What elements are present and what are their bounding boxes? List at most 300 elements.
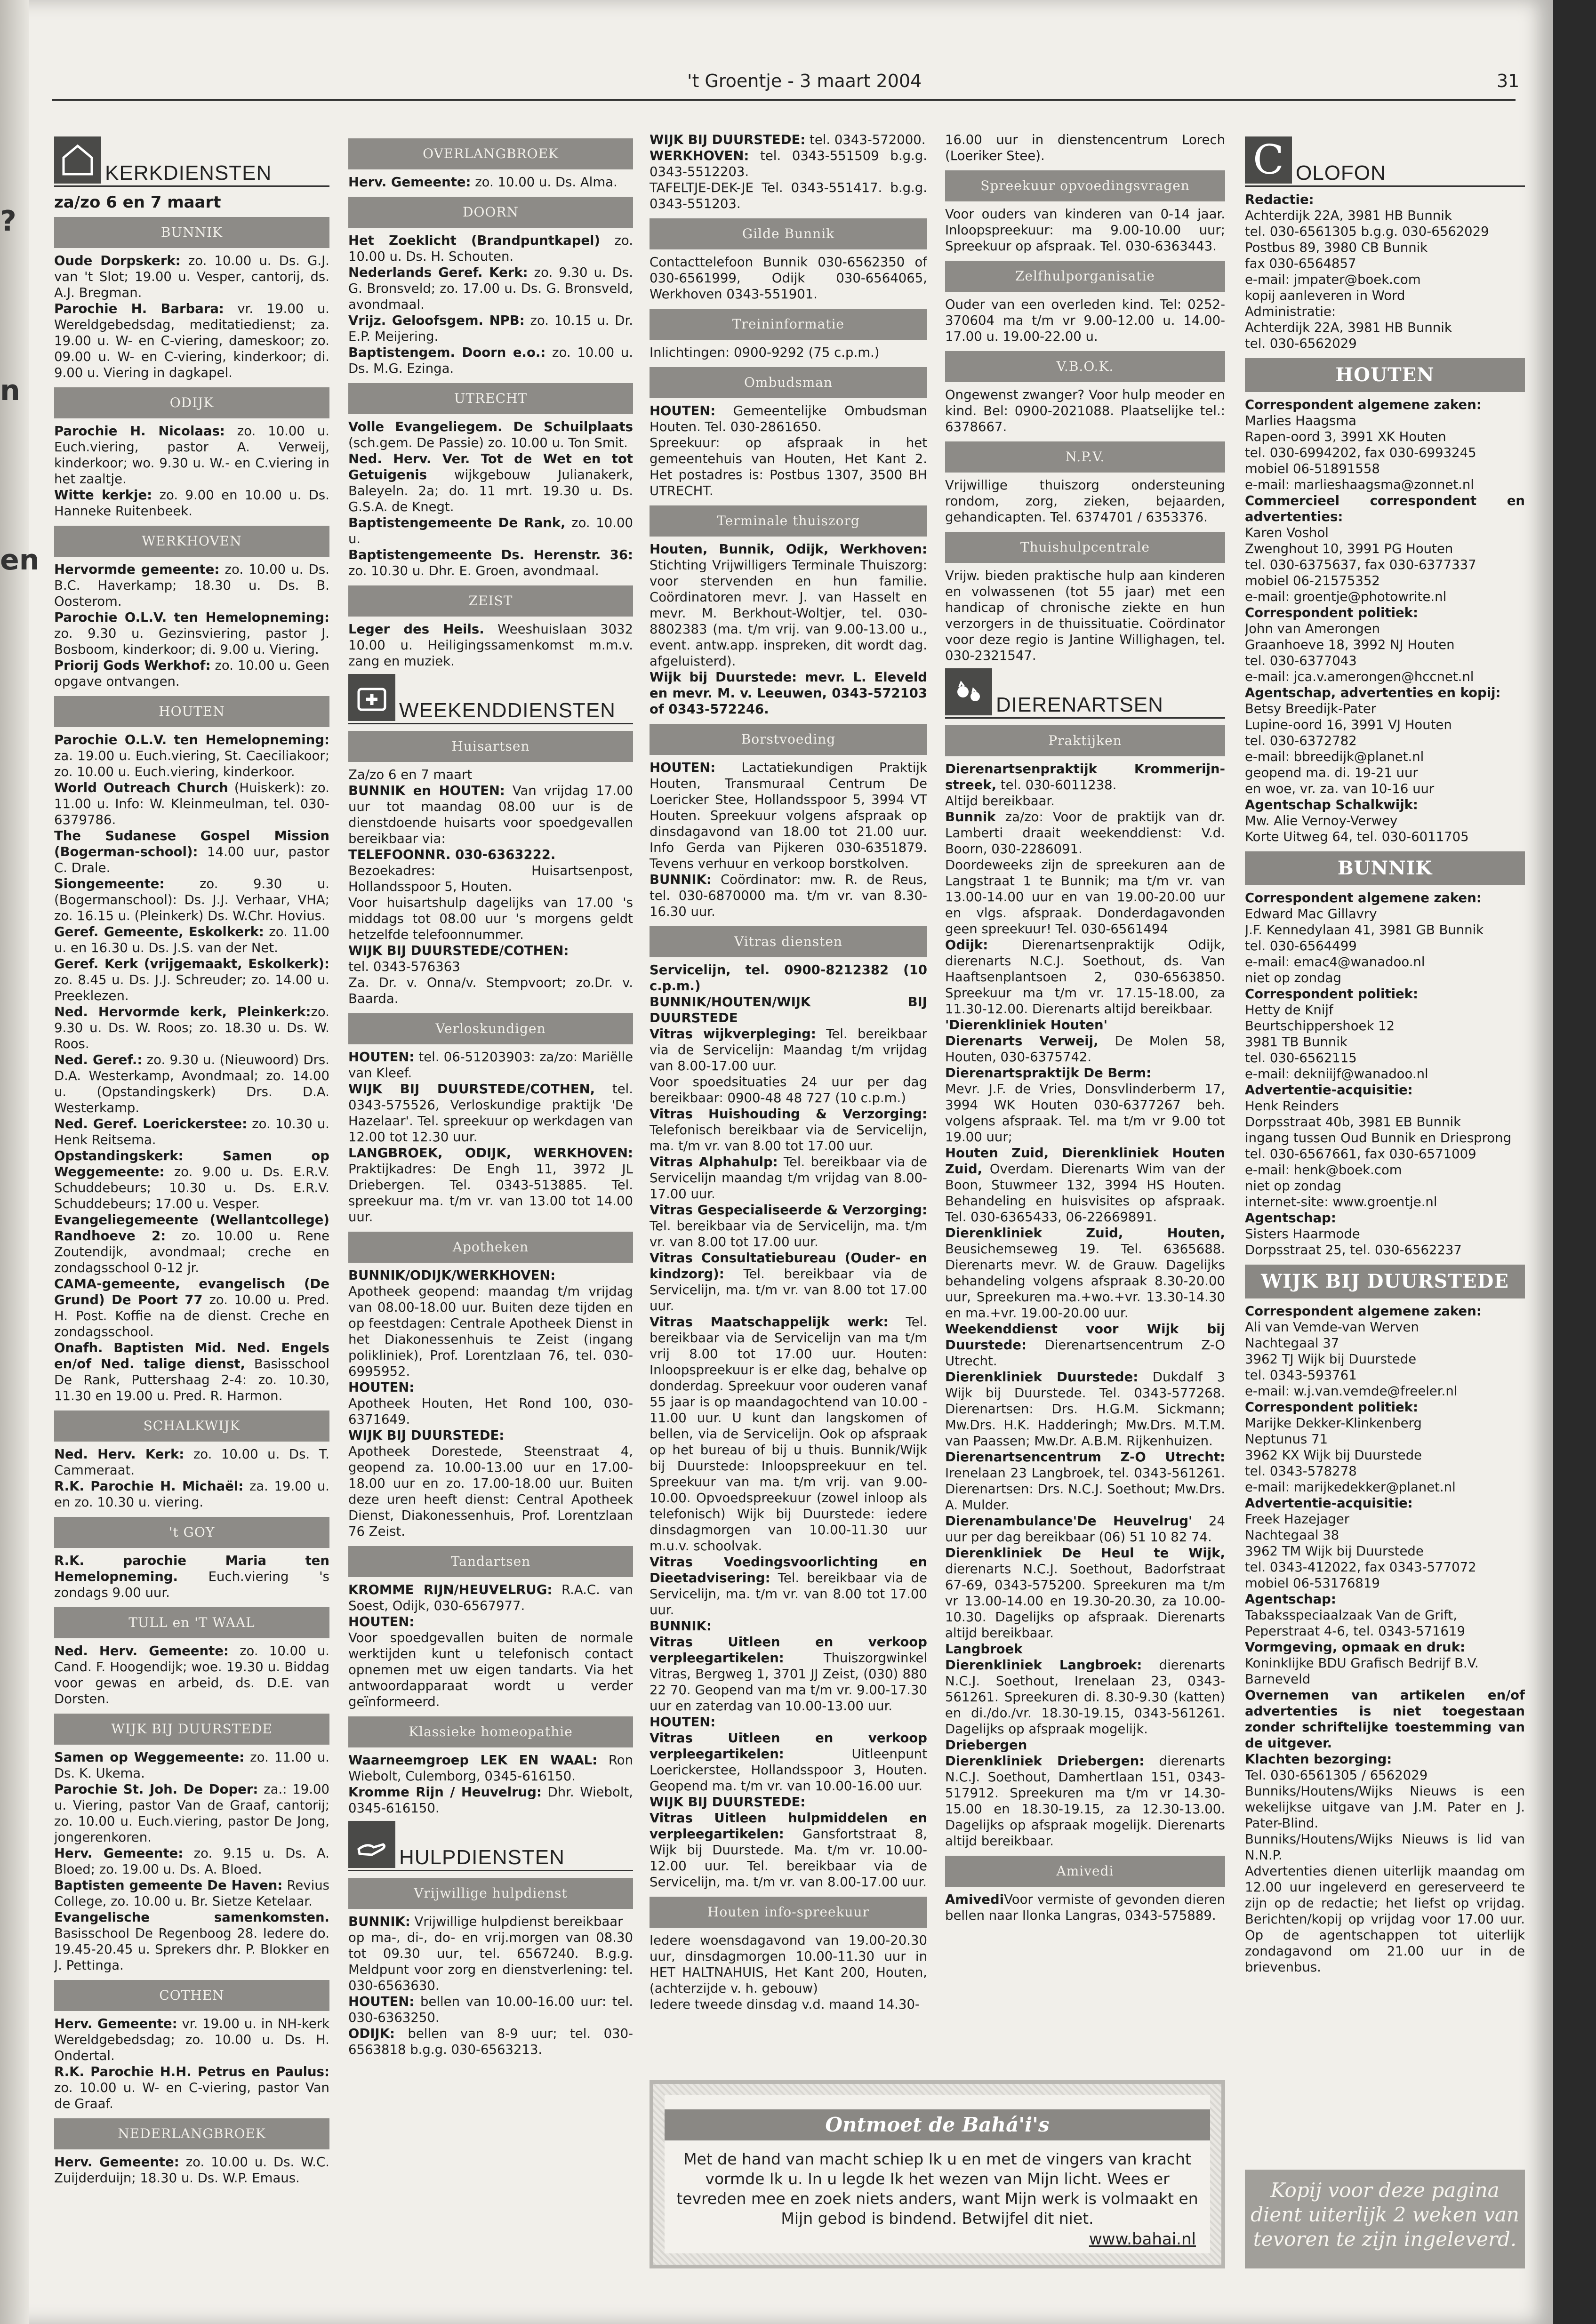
listing-entry <box>348 783 633 847</box>
listing-entry <box>348 264 633 313</box>
section-bar: Vrijwillige hulpdienst <box>348 1878 633 1909</box>
colofon-letter: C <box>1253 136 1284 184</box>
listing-entry-text: Gemeentelijke Ombudsman Houten. Tel. 030-2861650. <box>650 403 927 434</box>
listing-entry-heading: Parochie H. Barbara: <box>54 301 224 316</box>
listing-entry-heading: Parochie H. Nicolaas: <box>54 424 225 439</box>
listing-entry-text: Bunniks/Houtens/Wijks Nieuws is lid van N.N.P. <box>1245 1832 1525 1863</box>
section-bar: TULL en 'T WAAL <box>54 1607 329 1638</box>
listing-entry <box>650 1554 927 1618</box>
listing-entry-text: TAFELTJE-DEK-JE Tel. 0343-551417. b.g.g. 0343-551203. <box>650 180 927 211</box>
listing-entry-text: Tel. bereikbaar via de Servicelijn: Maandag t/m vrijdag van 8.00-17.00 uur. <box>650 1026 927 1074</box>
listing-entry <box>54 1212 329 1276</box>
kerkdiensten-groups <box>54 217 329 2186</box>
listing-entry-text: Voor spoedgevallen buiten de normale werktijden kunt u telefonisch contact opnemen met uw eigen tandarts. Via het antwoordapparaat wordt u verder geïnformeerd. <box>348 1630 633 1709</box>
listing-entry <box>1245 208 1525 224</box>
listing-entry <box>650 669 927 717</box>
section-bar: Houten info-spreekuur <box>650 1897 927 1928</box>
column-assistance <box>650 132 927 2052</box>
listing-entry-text: zo. 8.45 u. Ds. J.J. Schreuder; zo. 14.00 u. Preeklezen. <box>54 972 329 1003</box>
listing-entry <box>1245 1639 1525 1655</box>
section-bar: N.P.V. <box>945 441 1225 473</box>
listing-entry-text: Vrijwillige thuiszorg ondersteuning rondom, zorg, zieken, bejaarden, gehandicapten. Tel. 6374701 / 6353376. <box>945 478 1225 525</box>
listing-entry-text: 3981 TB Bunnik <box>1245 1034 1347 1050</box>
listing-entry-text: op ma-, di-, do- en vrij.morgen van 08.30 tot 09.30 uur, tel. 6567240. B.g.g. Meldpunt voor zorg en dienstverlening: tel. 030-6563630. <box>348 1930 633 1993</box>
listing-entry-text: zo. 10.00 u. Ds. B.C. Haverkamp; 18.30 u. Ds. B. Oosterom. <box>54 562 329 609</box>
bahai-ad-text: Met de hand van macht schiep Ik u en met de vingers van kracht vormde Ik u. In u legde Ik het wezen van Mijn licht. Wees er tevreden mee en zoek niets anders, want Mijn werk is volmaakt en Mijn gebod is bindend. Betwijfel dit niet. <box>676 2150 1198 2228</box>
listing-entry-heading: HOUTEN: <box>348 1994 415 2009</box>
listing-entry <box>1245 1623 1525 1639</box>
listing-entry <box>650 403 927 435</box>
section-bar: Borstvoeding <box>650 724 927 755</box>
listing-entry-heading: Agentschap, advertenties en kopij: <box>1245 685 1501 700</box>
listing-entry-heading: WIJK BIJ DUURSTEDE: <box>650 132 806 147</box>
listing-entry <box>1245 1687 1525 1751</box>
listing-entry-heading: Vitras wijkverpleging: <box>650 1026 816 1042</box>
listing-entry-heading: HOUTEN: <box>348 1380 415 1395</box>
listing-entry-text: Hetty de Knijf <box>1245 1002 1333 1018</box>
listing-entry <box>650 1106 927 1154</box>
listing-entry-text: De Molen 58, Houten, 030-6375742. <box>945 1034 1225 1065</box>
listing-entry <box>1245 890 1525 906</box>
listing-entry-text: niet op zondag <box>1245 1178 1341 1194</box>
listing-entry-heading: Advertentie-acquisitie: <box>1245 1082 1413 1098</box>
listing-entry-text: Ron Wiebolt, Culemborg, 0345-616150. <box>348 1753 633 1784</box>
section-bar: Gilde Bunnik <box>650 218 927 249</box>
listing-entry <box>945 1737 1225 1753</box>
listing-entry-text: tel. 06-51203903: za/zo: Mariëlle van Kleef. <box>348 1050 633 1081</box>
listing-entry-text: dierenarts N.C.J. Soethout, Badorfstraat 67-69, 0343-575200. Spreekuren ma t/m vr 13.00-14.00 en 19.30-20.30, za 10.00-10.30. Dagelijks op afspraak. Dierenarts altijd bereikbaar. <box>945 1562 1225 1641</box>
listing-entry-heading: Correspondent algemene zaken: <box>1245 890 1482 906</box>
section-bar: Zelfhulporganisatie <box>945 261 1225 292</box>
listing-entry <box>1245 829 1525 845</box>
listing-entry-text: bellen van 8-9 uur; tel. 030-6563818 b.g.g. 030-6563213. <box>348 2026 633 2057</box>
column-colofon <box>1245 132 1525 2316</box>
listing-entry-heading: Dierenambulance'De Heuvelrug' <box>945 1514 1193 1529</box>
kerkdiensten-title: KERKDIENSTEN <box>105 161 272 184</box>
listing-entry <box>1245 906 1525 922</box>
listing-entry-text: Voor ouders van kinderen van 0-14 jaar. Inloopspreekuur: ma 9.00-10.00 uur; Spreekuur op afspraak. Tel. 030-6363443. <box>945 207 1225 254</box>
listing-entry <box>54 1749 329 1781</box>
listing-entry <box>650 132 927 148</box>
listing-entry <box>1245 429 1525 445</box>
listing-entry <box>650 1794 927 1810</box>
listing-entry <box>348 419 633 451</box>
listing-entry-text: 16.00 uur in dienstencentrum Lorech (Loeriker Stee). <box>945 132 1225 163</box>
listing-entry-heading: Leger des Heils. <box>348 622 484 637</box>
listing-entry <box>54 1004 329 1052</box>
listing-entry-text: R.A.C. van Soest, Odijk, 030-6567977. <box>348 1582 633 1613</box>
listing-entry-heading: Baptistengem. Doorn e.o.: <box>348 345 546 360</box>
listing-entry <box>1245 749 1525 765</box>
listing-entry <box>650 254 927 302</box>
listing-entry <box>348 1443 633 1539</box>
listing-entry-text: Apotheek geopend: maandag t/m vrijdag van 08.00-18.00 uur. Buiten deze tijden en op feestdagen: Centrale Apotheek Dienst in het Diakonessenhuis te Zeist (ingang polikliniek), Prof. Lorentzlaan 76, tel. 030-6995952. <box>348 1284 633 1379</box>
kerkdiensten-date: za/zo 6 en 7 maart <box>54 193 221 212</box>
listing-entry-text: (sch.gem. De Passie) zo. 10.00 u. Ton Smit. <box>348 435 628 450</box>
listing-entry-text: e-mail: emac4@wanadoo.nl <box>1245 954 1425 970</box>
listing-entry <box>945 1017 1225 1033</box>
listing-entry-heading: Weekenddienst voor Wijk bij Duurstede: <box>945 1322 1225 1353</box>
support-groups <box>945 170 1225 664</box>
listing-entry-heading: Vitras Uitleen hulpmiddelen en verpleegartikelen: <box>650 1811 927 1842</box>
listing-entry <box>1245 1226 1525 1242</box>
section-bar: Treininformatie <box>650 309 927 340</box>
listing-entry <box>1245 336 1525 352</box>
margin-fragment: en <box>0 544 40 577</box>
listing-entry-text: zo. 10.30 u. Henk Reitsema. <box>54 1116 329 1147</box>
listing-entry-text: Marlies Haagsma <box>1245 413 1356 428</box>
listing-entry-text: dierenarts N.C.J. Soethout, Damhertlaan 151, 0343-517912. Spreekuren ma t/m vr 14.30-15.00 en 18.30-19.15, za 12.30-13.00. Dagelijks op afspraak mogelijk. Dierenarts altijd bereikbaar. <box>945 1754 1225 1849</box>
listing-entry-heading: HOUTEN: <box>650 760 716 775</box>
listing-entry-text: geopend ma. di. 19-21 uur <box>1245 765 1418 780</box>
listing-entry <box>1245 272 1525 288</box>
listing-entry-heading: Dierenarts Verweij, <box>945 1034 1099 1049</box>
listing-entry-heading: Houten Zuid, Dierenkliniek Houten Zuid, <box>945 1146 1225 1177</box>
listing-entry-text: 3962 TJ Wijk bij Duurstede <box>1245 1352 1417 1367</box>
listing-entry <box>54 2064 329 2112</box>
listing-entry-text: zo. 11.00 u. en 16.30 u. Ds. J.S. van der Net. <box>54 924 329 955</box>
listing-entry-heading: Het Zoeklicht (Brandpuntkapel) <box>348 233 601 248</box>
page-header-title: 't Groentje - 3 maart 2004 <box>687 71 922 91</box>
listing-entry <box>1245 1114 1525 1130</box>
listing-entry <box>1245 1831 1525 1863</box>
listing-entry-text: Contacttelefoon Bunnik 030-6562350 of 030-6561999, Odijk 030-6564065, Werkhoven 0343-551901. <box>650 255 927 302</box>
listing-entry-text: vr. 19.00 u. in NH-kerk Wereldgebedsdag; zo. 10.00 u. Ds. H. Ondertal. <box>54 2016 329 2063</box>
listing-entry-text: Altijd bereikbaar. <box>945 793 1055 809</box>
listing-entry <box>54 1276 329 1340</box>
listing-entry-text: Apotheek Dorestede, Steenstraat 4, geopend za. 10.00-13.00 uur en 17.00-18.00 uur en zo. 17.00-18.00 uur. Buiten deze uren heeft dienst: Central Apotheek Dienst, Diakonessenhuis, Prof. Lorentzlaan 76 Zeist. <box>348 1444 633 1539</box>
listing-entry <box>945 761 1225 793</box>
section-bar: HOUTEN <box>1245 358 1525 392</box>
listing-entry-text: zo. 9.15 u. Ds. A. Bloed; zo. 19.00 u. Ds. A. Bloed. <box>54 1846 329 1877</box>
listing-entry <box>54 253 329 301</box>
listing-entry-text: Za. Dr. v. Onna/v. Stempvoort; zo.Dr. v. Baarda. <box>348 975 633 1006</box>
listing-entry-heading: Vrijz. Geloofsgem. NPB: <box>348 313 525 328</box>
listing-entry-heading: R.K. Parochie H.H. Petrus en Paulus: <box>54 2064 329 2079</box>
listing-entry <box>1245 1303 1525 1319</box>
listing-entry <box>1245 1479 1525 1495</box>
listing-entry <box>1245 525 1525 541</box>
listing-entry-text: Apotheek Houten, Het Rond 100, 030-6371649. <box>348 1396 633 1427</box>
listing-entry <box>1245 922 1525 938</box>
listing-entry <box>54 1781 329 1845</box>
listing-entry-heading: Commercieel correspondent en advertenties: <box>1245 493 1525 524</box>
listing-entry <box>1245 813 1525 829</box>
listing-entry-heading: Dierenkliniek De Heul te Wijk, <box>945 1546 1225 1561</box>
listing-entry-text: Basisschool De Regenboog 28. Iedere do. 19.45-20.45 u. Sprekers dhr. P. Blokker en J. Pettinga. <box>54 1926 329 1973</box>
listing-entry <box>945 857 1225 937</box>
listing-entry-heading: HOUTEN: <box>650 1715 716 1730</box>
section-bar: Huisartsen <box>348 731 633 762</box>
listing-entry-text: Iedere woensdagavond van 19.00-20.30 uur, dinsdagmorgen 10.00-11.30 uur in HET HALTNAHUIS, Het Kant 200, Houten, (achterzijde v. h. gebouw) <box>650 1933 927 1996</box>
listing-entry <box>54 1116 329 1148</box>
listing-entry-text: mobiel 06-53176819 <box>1245 1576 1380 1591</box>
listing-entry-text: Mevr. J.F. de Vries, Donsvlinderberm 17, 3994 WK Houten 030-6377267 beh. volgens afspraak. Tel. ma t/m vr 9.00 tot 19.00 uur; <box>945 1082 1225 1145</box>
helping-hand-icon <box>348 1821 395 1868</box>
listing-entry <box>1245 557 1525 573</box>
listing-entry-text: Bezoekadres: Huisartsenpost, Hollandsspoor 5, Houten. <box>348 863 633 894</box>
listing-entry-text: 3962 TM Wijk bij Duurstede <box>1245 1544 1424 1559</box>
listing-entry-heading: Opstandingskerk: Samen op Weggemeente: <box>54 1148 329 1179</box>
listing-entry <box>650 760 927 872</box>
listing-entry <box>1245 1447 1525 1463</box>
listing-entry-heading: Vitras Huishouding & Verzorging: <box>650 1106 927 1122</box>
listing-entry-heading: BUNNIK: <box>348 1914 410 1929</box>
listing-entry <box>54 1553 329 1601</box>
listing-entry <box>650 1154 927 1202</box>
section-bar: Apotheken <box>348 1232 633 1263</box>
listing-entry <box>54 2154 329 2186</box>
listing-entry-heading: Redactie: <box>1245 192 1314 207</box>
section-bar: Verloskundigen <box>348 1013 633 1044</box>
left-margin-fragments <box>0 205 40 715</box>
listing-entry <box>650 435 927 499</box>
listing-entry-text: Thuiszorgwinkel Vitras, Bergweg 1, 3701 JJ Zeist, (030) 880 22 70. Geopend van ma t/m vr. 9.00-17.30 uur en zaterdag van 10.00-13.00 uur. <box>650 1651 927 1714</box>
dierenartsen-header <box>945 668 1225 719</box>
listing-entry-text: Koninklijke BDU Grafisch Bedrijf B.V. <box>1245 1656 1479 1671</box>
listing-entry-text: Telefonisch bereikbaar via de Servicelijn, ma. t/m vr. van 8.00 tot 17.00 uur. <box>650 1122 927 1154</box>
listing-entry <box>348 943 633 959</box>
listing-entry-text: wijkgebouw Julianakerk, Baleyeln. 2a; do. 11 mrt. 19.30 u. Ds. G.S.A. de Knegt. <box>348 467 633 514</box>
listing-entry <box>54 301 329 381</box>
listing-entry <box>54 1909 329 1973</box>
listing-entry <box>650 180 927 212</box>
listing-entry <box>1245 1511 1525 1527</box>
listing-entry <box>54 1877 329 1909</box>
listing-entry-text: zo. 10.00 u. Ds. G.J. van 't Slot; 19.00 u. Vesper, cantorij, ds. A.J. Bregman. <box>54 253 329 300</box>
listing-entry <box>348 451 633 515</box>
listing-entry-heading: BUNNIK: <box>650 1619 712 1634</box>
listing-entry-heading: Oude Dorpskerk: <box>54 253 181 268</box>
listing-entry <box>650 1250 927 1314</box>
listing-entry-text: tel. 030-6562029 <box>1245 336 1357 351</box>
listing-entry-heading: R.K. parochie Maria ten Hemelopneming. <box>54 1553 329 1584</box>
listing-entry <box>348 1283 633 1379</box>
listing-entry-text: Bunniks/Houtens/Wijks Nieuws is een wekelijkse uitgave van J.M. Pater en J. Pater-Blind. <box>1245 1784 1525 1831</box>
listing-entry-text: Beurtschippershoek 12 <box>1245 1018 1395 1034</box>
listing-entry-text: e-mail: groentje@photowrite.nl <box>1245 589 1447 604</box>
listing-entry-text: Administratie: <box>1245 304 1336 319</box>
section-bar: DOORN <box>348 197 633 228</box>
listing-entry <box>1245 1146 1525 1162</box>
church-icon <box>54 136 101 184</box>
listing-entry-text: Lupine-oord 16, 3991 VJ Houten <box>1245 717 1452 732</box>
listing-entry-heading: BUNNIK/HOUTEN/WIJK BIJ DUURSTEDE <box>650 994 927 1026</box>
listing-entry-heading: Odijk: <box>945 938 988 953</box>
listing-entry <box>650 1714 927 1730</box>
listing-entry <box>650 1026 927 1074</box>
listing-entry-text: tel. 0343-578278 <box>1245 1464 1357 1479</box>
listing-entry-text: zo. 9.30 u. Gezinsviering, pastor J. Bosboom, kinderkoor; di. 9.00 u. Viering. <box>54 626 329 657</box>
listing-entry-text: Tel. 030-6561305 / 6562029 <box>1245 1768 1428 1783</box>
church-groups-continued <box>348 138 633 669</box>
listing-entry-text: Nachtegaal 37 <box>1245 1336 1339 1351</box>
listing-entry <box>1245 1367 1525 1383</box>
listing-entry-text: fax 030-6564857 <box>1245 256 1356 271</box>
listing-entry-text: Neptunus 71 <box>1245 1432 1328 1447</box>
listing-entry <box>1245 1383 1525 1399</box>
listing-entry-text: zo. 9.30 u. (Nieuwoord) Drs. D.A. Westerkamp, Avondmaal; zo. 14.00 u. (Opstandingskerk) Drs. D.A. Westerkamp. <box>54 1052 329 1115</box>
listing-entry <box>1245 541 1525 557</box>
listing-entry-text: zo. 10.00 u. Euch.viering, pastor A. Verweij, kinderkoor; wo. 9.30 u. W.- en C.viering in het zaaltje. <box>54 424 329 487</box>
section-bar: OVERLANGBROEK <box>348 138 633 169</box>
listing-entry-text: e-mail: jmpater@boek.com <box>1245 272 1421 287</box>
listing-entry-text: Edward Mac Gillavry <box>1245 906 1377 922</box>
listing-entry <box>650 345 927 361</box>
header-rule <box>52 99 1516 101</box>
listing-entry <box>1245 461 1525 477</box>
listing-entry <box>1245 589 1525 605</box>
listing-entry-heading: HOUTEN: <box>348 1050 415 1065</box>
listing-entry-text: Voor vermiste of gevonden dieren bellen naar Ilonka Langras, 0343-575889. <box>945 1892 1225 1923</box>
listing-entry <box>348 232 633 264</box>
listing-entry-heading: Kromme Rijn / Heuvelrug: <box>348 1785 542 1800</box>
listing-entry <box>348 1145 633 1225</box>
listing-entry-heading: Ned. Hervormde kerk, Pleinkerk: <box>54 1004 311 1019</box>
listing-entry-text: niet op zondag <box>1245 970 1341 986</box>
listing-entry <box>348 345 633 377</box>
listing-entry-heading: Dierenkliniek Langbroek: <box>945 1658 1142 1673</box>
listing-entry <box>945 568 1225 664</box>
listing-entry-text: tel. 030-6561305 b.g.g. 030-6562029 <box>1245 224 1489 239</box>
section-bar: WERKHOVEN <box>54 526 329 557</box>
listing-entry <box>1245 781 1525 797</box>
listing-entry <box>1245 1767 1525 1783</box>
listing-entry-heading: WERKHOVEN: <box>650 148 749 163</box>
section-bar: UTRECHT <box>348 383 633 414</box>
section-bar: BUNNIK <box>54 217 329 248</box>
bahai-ad-link[interactable]: www.bahai.nl <box>1089 2230 1196 2249</box>
pets-icon <box>945 668 992 715</box>
listing-entry <box>1245 669 1525 685</box>
listing-entry <box>348 1914 633 1930</box>
listing-entry <box>348 174 633 190</box>
listing-entry-text: Dorpsstraat 25, tel. 030-6562237 <box>1245 1242 1462 1258</box>
listing-entry <box>650 1074 927 1106</box>
listing-entry-heading: Dierenartspraktijk De Berm: <box>945 1066 1152 1081</box>
listing-entry-text: Tel. bereikbaar via de Servicelijn, ma. t/m vr. van 8.00 tot 17.00 uur. <box>650 1266 927 1314</box>
listing-entry-heading: Correspondent algemene zaken: <box>1245 1304 1482 1319</box>
listing-entry-text: e-mail: henk@boek.com <box>1245 1162 1402 1178</box>
column-services <box>348 132 633 2316</box>
listing-entry-heading: Geref. Gemeente, Eskolkerk: <box>54 924 264 939</box>
listing-entry <box>945 793 1225 809</box>
listing-entry-heading: Wijk bij Duurstede: mevr. L. Eleveld en mevr. M. v. Leeuwen, 0343-572103 of 0343-572246. <box>650 670 927 717</box>
listing-entry <box>945 1657 1225 1737</box>
listing-entry-text: Vrijw. bieden praktische hulp aan kinderen en volwassenen (tot 55 jaar) met een handicap of chronische ziekte en hun verzorgers in de thuissituatie. Coördinator voor deze regio is Jantine Willighagen, tel. 030-2321547. <box>945 568 1225 663</box>
weekenddiensten-header <box>348 674 633 724</box>
listing-entry <box>1245 1130 1525 1146</box>
listing-entry-text: tel. 0343-593761 <box>1245 1368 1357 1383</box>
listing-entry-text: Vrijwillige hulpdienst bereikbaar <box>410 1914 623 1929</box>
section-bar: Vitras diensten <box>650 926 927 957</box>
listing-entry-heading: Hervormde gemeente: <box>54 562 220 577</box>
listing-entry <box>1245 1066 1525 1082</box>
listing-entry-text: za. 19.00 u. Euch.viering, St. Caeciliakoor; zo. 10.00 u. Euch.viering, kinderkoor. <box>54 748 329 779</box>
listing-entry <box>348 1752 633 1784</box>
listing-entry-text: Iedere tweede dinsdag v.d. maand 14.30- <box>650 1997 920 2012</box>
listing-entry-heading: Nederlands Geref. Kerk: <box>348 265 528 280</box>
listing-entry-heading: Ned. Geref.: <box>54 1052 143 1067</box>
listing-entry <box>1245 304 1525 320</box>
listing-entry-text: Karen Voshol <box>1245 525 1329 540</box>
listing-entry <box>1245 1671 1525 1687</box>
listing-entry <box>650 962 927 994</box>
listing-entry-heading: Vitras Gespecialiseerde & Verzorging: <box>650 1202 927 1218</box>
listing-entry-text: tel. 030-6377043 <box>1245 653 1357 668</box>
listing-entry <box>1245 797 1525 813</box>
listing-entry-text: mobiel 06-51891558 <box>1245 461 1380 476</box>
listing-entry <box>1245 445 1525 461</box>
listing-entry <box>1245 1495 1525 1511</box>
listing-entry-heading: Herv. Gemeente: <box>348 175 471 190</box>
listing-entry-heading: Dierenkliniek Driebergen: <box>945 1754 1145 1769</box>
listing-entry-heading: Agentschap Schalkwijk: <box>1245 797 1418 812</box>
listing-entry <box>348 313 633 345</box>
listing-entry <box>348 863 633 895</box>
listing-entry <box>348 1395 633 1427</box>
listing-entry-text: 3962 KX Wijk bij Duurstede <box>1245 1448 1422 1463</box>
section-bar: Thuishulpcentrale <box>945 532 1225 563</box>
listing-entry <box>1245 1575 1525 1591</box>
listing-entry-text: vr. 19.00 u. Wereldgebedsdag, meditatiedienst; za. 19.00 u. W- en C-viering, dameskoor; zo. 09.00 u. W- en C-viering, kinderkoor; di. 9.00 u. Viering in dagkapel. <box>54 301 329 380</box>
listing-entry <box>1245 765 1525 781</box>
listing-entry-text: Ongewenst zwanger? Voor hulp meoder en kind. Bel: 0900-2021088. Plaatselijke tel.: 6378667. <box>945 387 1225 434</box>
listing-entry <box>348 1049 633 1081</box>
listing-entry <box>1245 685 1525 701</box>
listing-entry-text: zo. 10.00 u. W- en C-viering, pastor Van de Graaf. <box>54 2080 329 2111</box>
listing-entry-heading: Houten, Bunnik, Odijk, Werkhoven: <box>650 542 927 557</box>
listing-entry <box>1245 413 1525 429</box>
listing-entry-heading: Dierenartsencentrum Z-O Utrecht: <box>945 1450 1225 1465</box>
listing-entry-heading: Vitras Alphahulp: <box>650 1154 778 1170</box>
listing-entry <box>348 2026 633 2058</box>
listing-entry-text: Voor spoedsituaties 24 uur per dag bereikbaar: 0900-48 48 727 (10 c.p.m.) <box>650 1074 927 1106</box>
listing-entry-text: zo. 10.00 u. <box>348 515 633 546</box>
listing-entry <box>1245 1162 1525 1178</box>
listing-entry-heading: LANGBROEK, ODIJK, WERKHOVEN: <box>348 1146 633 1161</box>
listing-entry <box>348 547 633 579</box>
listing-entry <box>1245 240 1525 256</box>
listing-entry-text: za/zo: Voor de praktijk van dr. Lamberti draait weekenddienst: V.d. Boorn, 030-2286091. <box>945 809 1225 857</box>
listing-entry <box>1245 224 1525 240</box>
listing-entry <box>1245 1210 1525 1226</box>
listing-entry <box>54 956 329 1004</box>
listing-entry-text: zo. 10.00 u. Geen opgave ontvangen. <box>54 658 329 689</box>
listing-entry-heading: Agentschap: <box>1245 1210 1336 1226</box>
listing-entry <box>650 994 927 1026</box>
listing-entry-text: zo. 11.00 u. Ds. K. Ukema. <box>54 1750 329 1781</box>
listing-entry-text: Dierenartsenpraktijk Odijk, dierenarts N.C.J. Soethout, ds. Van Haaftsenplantsoen 2, 030-6563850. Spreekuur ma t/m vr. 17.15-18.00, za 11.30-12.00. Dierenarts altijd bereikbaar. <box>945 938 1225 1017</box>
listing-entry-text: e-mail: marijkedekker@planet.nl <box>1245 1480 1456 1495</box>
section-bar: Terminale thuiszorg <box>650 505 927 537</box>
listing-entry-text: Korte Uitweg 64, tel. 030-6011705 <box>1245 829 1469 844</box>
listing-entry-heading: Langbroek <box>945 1642 1023 1657</box>
listing-entry <box>650 872 927 920</box>
listing-entry <box>1245 1399 1525 1415</box>
listing-entry <box>1245 1415 1525 1431</box>
listing-entry <box>348 1267 633 1283</box>
listing-entry <box>1245 954 1525 970</box>
listing-entry-text: internet-site: www.groentje.nl <box>1245 1194 1437 1210</box>
listing-entry-text: Dhr. Wiebolt, 0345-616150. <box>348 1785 633 1816</box>
colofon-header <box>1245 136 1525 187</box>
listing-entry-text: tel. 030-6564499 <box>1245 938 1357 954</box>
listing-entry-heading: Witte kerkje: <box>54 488 152 503</box>
listing-entry <box>54 1643 329 1707</box>
listing-entry <box>1245 1002 1525 1018</box>
listing-entry <box>945 1545 1225 1641</box>
